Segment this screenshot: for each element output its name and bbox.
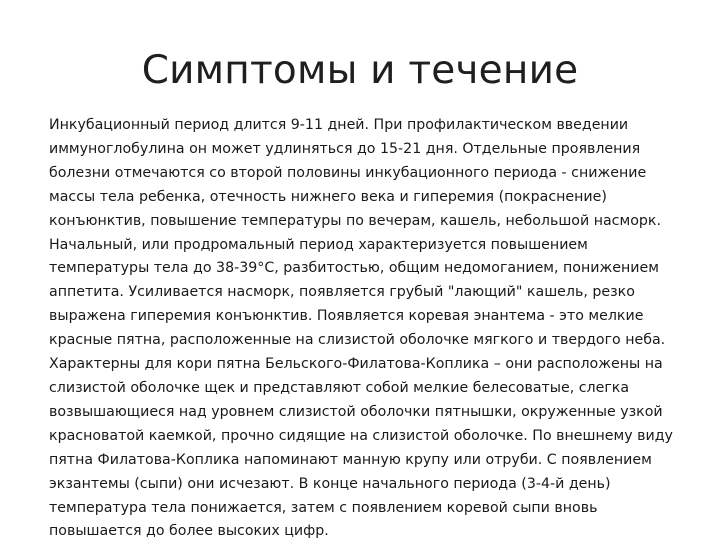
- body-line: Начальный, или продромальный период характеризуется повышением: [49, 236, 588, 253]
- body-line: иммуноглобулина он может удлиняться до 15-21 дня. Отдельные проявления: [49, 140, 641, 157]
- body-line: температуры тела до 38-39°С, разбитостью, общим недомоганием, понижением: [49, 260, 659, 277]
- body-line: повышается до более высоких цифр.: [49, 523, 329, 540]
- body-line: Инкубационный период длится 9-11 дней. При профилактическом введении: [49, 117, 629, 133]
- body-line: красноватой каемкой, прочно сидящие на слизистой оболочке. По внешнему виду: [49, 427, 673, 444]
- slide-title: Симптомы и течение: [141, 48, 579, 93]
- body-line: красные пятна, расположенные на слизистой оболочке мягкого и твердого неба.: [49, 332, 666, 349]
- body-line: экзантемы (сыпи) они исчезают. В конце начального периода (3-4-й день): [49, 475, 611, 492]
- body-line: слизистой оболочке щек и представляют собой мелкие белесоватые, слегка: [49, 379, 630, 396]
- body-line: болезни отмечаются со второй половины инкубационного периода - снижение: [49, 164, 647, 181]
- slide-body-text: [49, 114, 689, 544]
- body-line: Характерны для кори пятна Бельского-Филатова-Коплика – они расположены на: [49, 356, 663, 373]
- body-line: пятна Филатова-Коплика напоминают манную крупу или отруби. С появлением: [49, 451, 652, 468]
- body-line: выражена гиперемия конъюнктив. Появляется коревая энантема - это мелкие: [49, 308, 644, 325]
- body-line: конъюнктив, повышение температуры по вечерам, кашель, небольшой насморк.: [49, 212, 661, 229]
- body-line: возвышающиеся над уровнем слизистой оболочки пятнышки, окруженные узкой: [49, 403, 663, 420]
- body-line: температура тела понижается, затем с появлением коревой сыпи вновь: [49, 499, 598, 516]
- body-line: массы тела ребенка, отечность нижнего века и гиперемия (покраснение): [49, 188, 607, 205]
- body-line: аппетита. Усиливается насморк, появляется грубый "лающий" кашель, резко: [49, 284, 635, 301]
